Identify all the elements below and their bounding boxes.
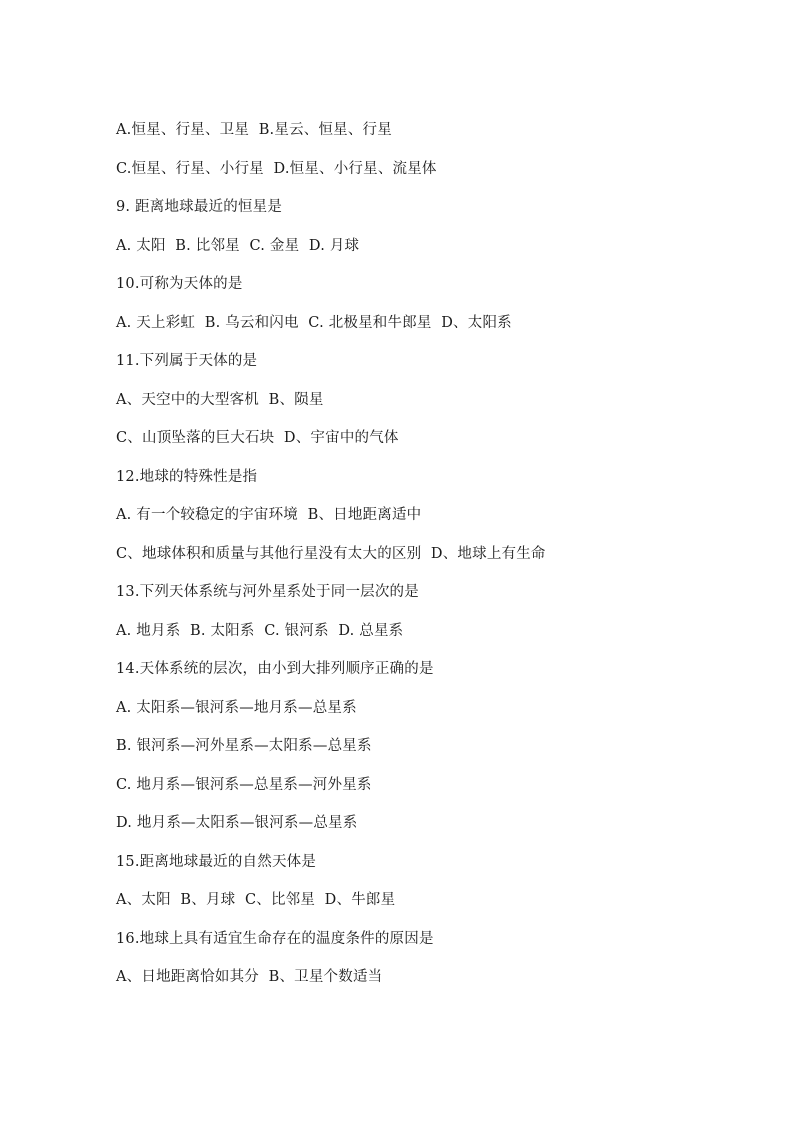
text-line: A.恒星、行星、卫星 B.星云、恒星、行星	[116, 122, 392, 138]
question-line: 11.下列属于天体的是	[116, 353, 258, 369]
options-line: D. 地月系—太阳系—银河系—总星系	[116, 815, 358, 831]
options-line: C、山顶坠落的巨大石块 D、宇宙中的气体	[116, 430, 399, 446]
options-line: B. 银河系—河外星系—太阳系—总星系	[116, 738, 372, 754]
options-line: C. 地月系—银河系—总星系—河外星系	[116, 776, 372, 793]
options-line: A、天空中的大型客机 B、陨星	[116, 391, 324, 408]
options-line: C、地球体积和质量与其他行星没有太大的区别 D、地球上有生命	[116, 545, 546, 562]
options-line: A. 太阳 B. 比邻星 C. 金星 D. 月球	[116, 237, 360, 254]
question-line: 15.距离地球最近的自然天体是	[116, 853, 317, 870]
question-line: 12.地球的特殊性是指	[116, 468, 258, 485]
options-line: A. 有一个较稳定的宇宙环境 B、日地距离适中	[116, 507, 422, 523]
question-text-block	[116, 119, 756, 1005]
options-line: A. 地月系 B. 太阳系 C. 银河系 D. 总星系	[116, 622, 404, 639]
options-line: A、日地距离恰如其分 B、卫星个数适当	[116, 969, 383, 985]
options-line: A、太阳 B、月球 C、比邻星 D、牛郎星	[116, 892, 396, 908]
text-line: C.恒星、行星、小行星 D.恒星、小行星、流星体	[116, 160, 437, 177]
options-line: A. 太阳系—银河系—地月系—总星系	[116, 699, 357, 716]
question-line: 9. 距离地球最近的恒星是	[116, 199, 283, 215]
question-line: 16.地球上具有适宜生命存在的温度条件的原因是	[116, 930, 434, 947]
question-line: 10.可称为天体的是	[116, 276, 243, 292]
question-line: 13.下列天体系统与河外星系处于同一层次的是	[116, 584, 419, 600]
question-line: 14.天体系统的层次，由小到大排列顺序正确的是	[116, 661, 434, 677]
options-line: A. 天上彩虹 B. 乌云和闪电 C. 北极星和牛郎星 D、太阳系	[116, 314, 512, 331]
